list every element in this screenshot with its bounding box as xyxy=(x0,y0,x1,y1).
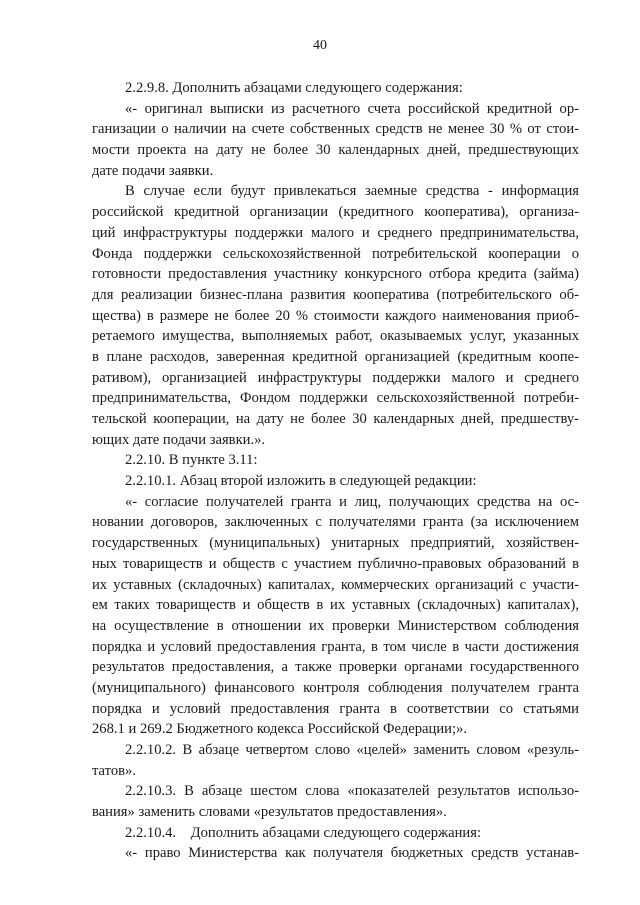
document-body xyxy=(92,78,579,864)
text-line: ративом), организацией инфраструктуры поддержки малого и среднего xyxy=(92,369,579,386)
text-line: готовности предоставления участнику конкурсного отбора кредита (займа) xyxy=(92,266,579,283)
text-line: их уставных (складочных) капиталах, коммерческих организаций с участи- xyxy=(92,576,579,593)
text-line: мости проекта на дату не более 30 календарных дней, предшествующих xyxy=(92,142,579,159)
text-line: для реализации бизнес-плана развития кооператива (потребительского об- xyxy=(92,286,579,303)
text-line: предпринимательства, Фондом поддержки сельскохозяйственной потреби- xyxy=(92,390,579,407)
text-line: ных товариществ и обществ с участием публично-правовых образований в xyxy=(92,555,579,572)
text-line: 2.2.10.1. Абзац второй изложить в следующей редакции: xyxy=(125,473,477,490)
text-line: 2.2.10.4. Дополнить абзацами следующего содержания: xyxy=(125,824,482,841)
text-line: 2.2.10.2. В абзаце четвертом слово «целей» заменить словом «резуль- xyxy=(125,742,579,758)
text-line: ем таких товариществ и обществ в их уставных (складочных) капиталах), xyxy=(92,597,579,614)
text-line: на осуществление в отношении их проверки Министерством соблюдения xyxy=(92,617,579,634)
text-line: российской кредитной организации (кредитного кооператива), организа- xyxy=(92,204,579,221)
text-line: татов». xyxy=(92,762,136,779)
text-line: результатов предоставления, а также проверки органами государственного xyxy=(92,659,579,676)
text-line: в плане расходов, заверенная кредитной организацией (кредитным коопе- xyxy=(92,348,579,365)
text-line: дате подачи заявки. xyxy=(92,162,214,179)
text-line: Фонда поддержки сельскохозяйственной потребительской кооперации о xyxy=(92,245,579,262)
text-line: ющих дате подачи заявки.». xyxy=(92,431,266,448)
text-line: 268.1 и 269.2 Бюджетного кодекса Российской Федерации;». xyxy=(92,721,467,738)
text-line: 2.2.10.3. В абзаце шестом слова «показателей результатов использо- xyxy=(125,783,579,800)
text-line: ретаемого имущества, выполняемых работ, оказываемых услуг, указанных xyxy=(92,328,579,345)
text-line: 2.2.10. В пункте 3.11: xyxy=(125,452,258,469)
text-line: «- согласие получателей гранта и лиц, получающих средства на ос- xyxy=(125,493,579,510)
text-line: «- оригинал выписки из расчетного счета российской кредитной ор- xyxy=(125,100,579,117)
text-line: щества) в размере не более 20 % стоимости каждого наименования приоб- xyxy=(92,307,579,324)
text-line: 2.2.9.8. Дополнить абзацами следующего содержания: xyxy=(125,80,463,96)
text-line: государственных (муниципальных) унитарных предприятий, хозяйствен- xyxy=(92,535,579,552)
text-line: тельской кооперации, на дату не более 30 календарных дней, предшеству- xyxy=(92,411,579,427)
text-line: порядка и условий предоставления гранта, в том числе в части достижения xyxy=(92,638,579,655)
text-line: вания» заменить словами «результатов предоставления». xyxy=(92,804,447,821)
text-line: В случае если будут привлекаться заемные средства - информация xyxy=(125,183,579,200)
text-line: новании договоров, заключенных с получателями гранта (за исключением xyxy=(92,514,579,531)
text-line: ций инфраструктуры поддержки малого и среднего предпринимательства, xyxy=(92,224,579,241)
page-number: 40 xyxy=(313,38,327,53)
text-line: (муниципального) финансового контроля соблюдения получателем гранта xyxy=(92,679,579,696)
text-line: «- право Министерства как получателя бюджетных средств устанав- xyxy=(125,845,579,862)
text-line: ганизации о наличии на счете собственных средств не менее 30 % от стои- xyxy=(92,121,579,138)
text-line: порядка и условий предоставления гранта в соответствии со статьями xyxy=(92,700,579,717)
